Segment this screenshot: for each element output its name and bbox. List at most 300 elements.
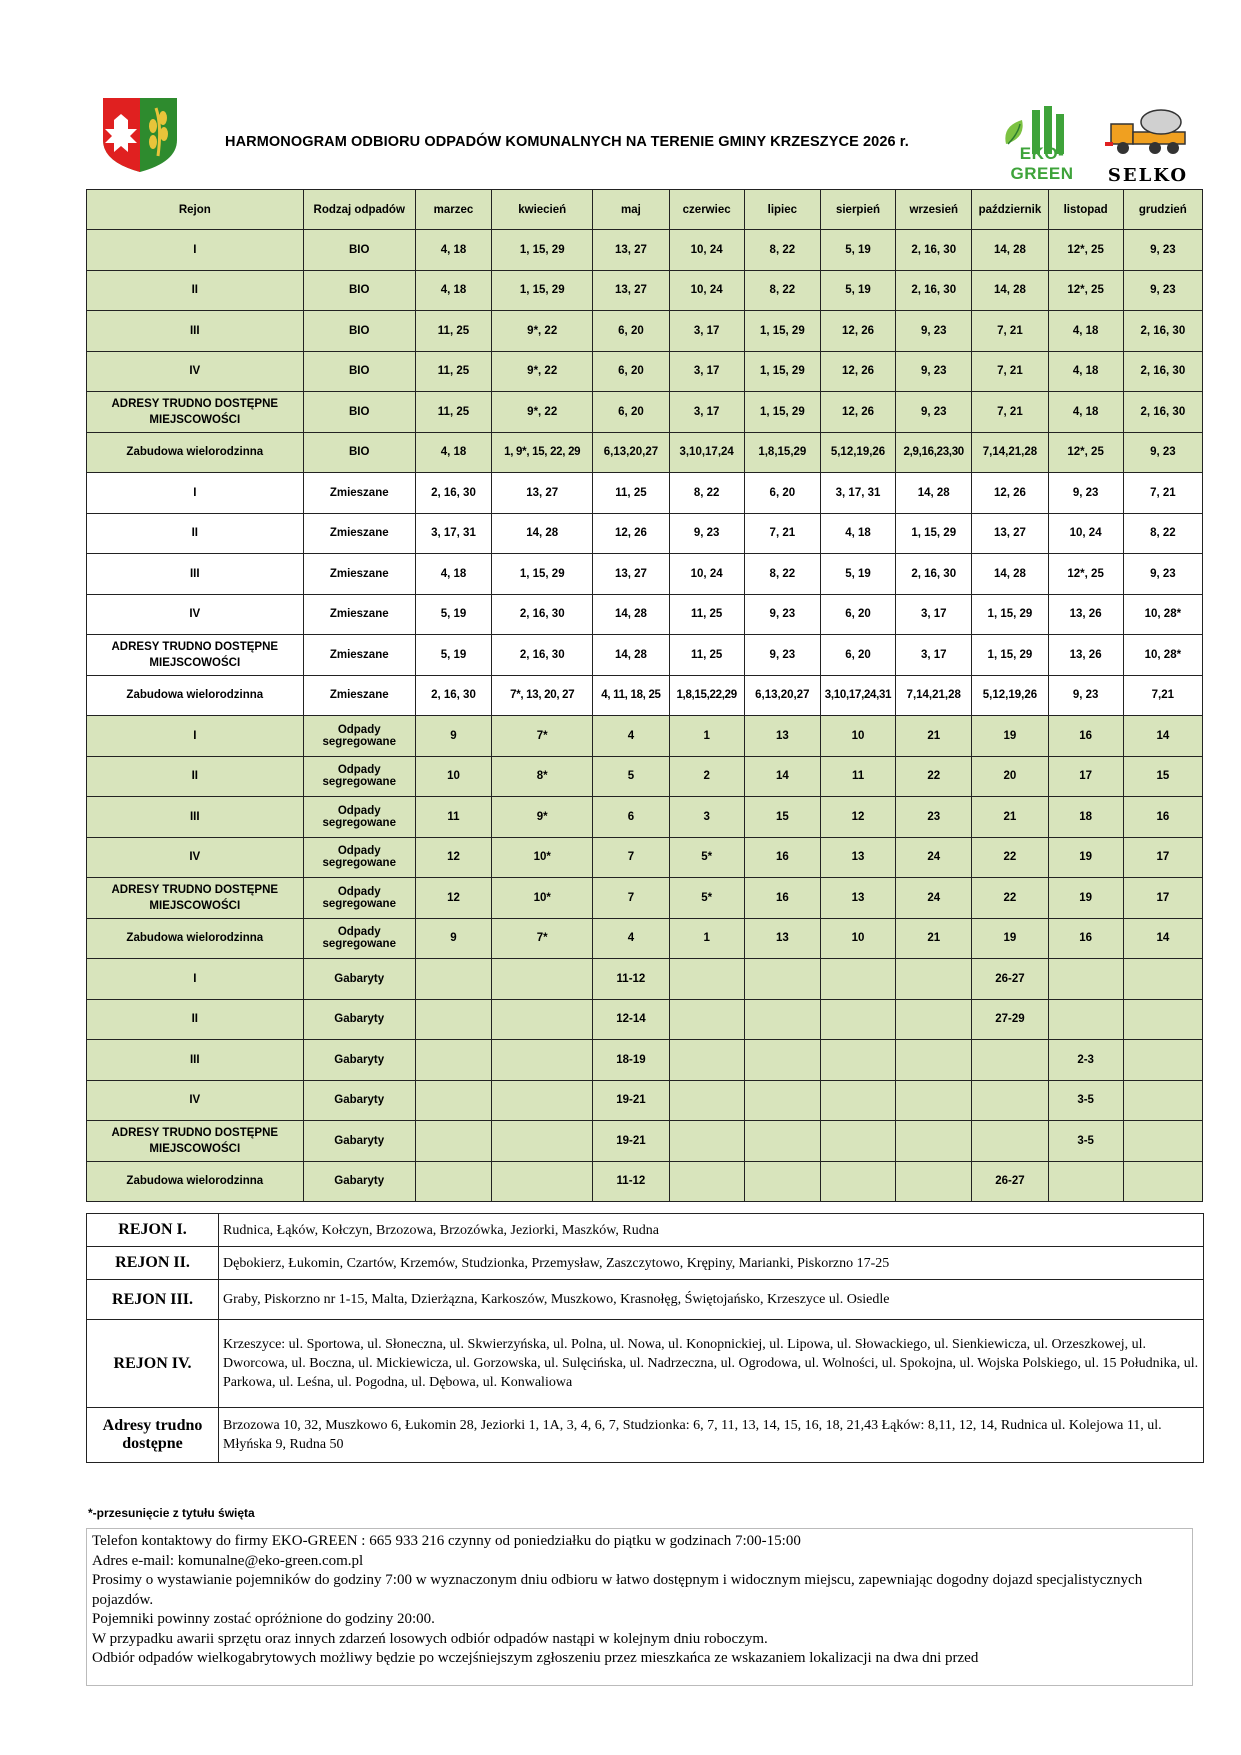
date-cell: 11, 25 [415, 311, 491, 352]
date-cell [1048, 1161, 1123, 1202]
date-cell: 1, 15, 29 [492, 554, 593, 595]
date-cell [415, 1161, 491, 1202]
date-cell [1048, 999, 1123, 1040]
info-line: W przypadku awarii sprzętu oraz innych zdarzeń losowych odbiór odpadów nastąpi w kolejnym dniu roboczym. [92, 1630, 768, 1647]
date-cell: 9, 23 [1123, 230, 1202, 271]
date-cell: 13, 27 [972, 513, 1048, 554]
date-cell [896, 959, 972, 1000]
table-row [87, 513, 1203, 554]
date-cell: 12-14 [593, 999, 669, 1040]
waste-type-cell: Gabaryty [303, 1040, 415, 1081]
date-cell: 1, 15, 29 [896, 513, 972, 554]
waste-type-cell: Zmieszane [303, 513, 415, 554]
date-cell: 13, 26 [1048, 594, 1123, 635]
table-row [87, 1121, 1203, 1162]
footnote: *-przesunięcie z tytułu święta [88, 1506, 255, 1520]
date-cell: 2,9,16,23,30 [896, 432, 972, 473]
table-row [87, 351, 1203, 392]
column-header: marzec [415, 190, 491, 230]
date-cell [820, 999, 895, 1040]
date-cell: 9, 23 [1048, 675, 1123, 716]
date-cell: 19 [1048, 837, 1123, 878]
date-cell: 10, 28* [1123, 635, 1202, 676]
table-row [87, 554, 1203, 595]
date-cell: 2, 16, 30 [896, 554, 972, 595]
date-cell [415, 999, 491, 1040]
date-cell: 26-27 [972, 959, 1048, 1000]
date-cell: 6 [593, 797, 669, 838]
date-cell: 5, 19 [415, 594, 491, 635]
date-cell: 7, 21 [972, 392, 1048, 433]
date-cell: 17 [1123, 878, 1202, 919]
date-cell: 7* [492, 918, 593, 959]
date-cell [744, 1040, 820, 1081]
region-row [87, 1280, 1204, 1320]
date-cell: 13, 27 [593, 554, 669, 595]
date-cell [744, 1161, 820, 1202]
date-cell: 3, 17 [669, 311, 744, 352]
date-cell: 13, 27 [492, 473, 593, 514]
date-cell: 1,8,15,29 [744, 432, 820, 473]
selko-logo [1103, 106, 1193, 186]
date-cell: 2, 16, 30 [896, 230, 972, 271]
date-cell: 7,21 [1123, 675, 1202, 716]
info-box [86, 1528, 1193, 1686]
date-cell: 3-5 [1048, 1080, 1123, 1121]
region-label: REJON I. [87, 1214, 219, 1247]
date-cell: 8, 22 [744, 270, 820, 311]
date-cell [1123, 959, 1202, 1000]
column-header: Rodzaj odpadów [303, 190, 415, 230]
waste-type-cell: Odpady segregowane [303, 918, 415, 959]
date-cell: 6, 20 [820, 594, 895, 635]
waste-type-cell: BIO [303, 311, 415, 352]
date-cell: 4, 18 [415, 230, 491, 271]
info-line: Odbiór odpadów wielkogabrytowych możliwy będzie po wczejśniejszym zgłoszeniu przez mieszkańca ze wskazaniem lokalizacji na dwa dni przed [92, 1650, 979, 1666]
date-cell: 16 [744, 837, 820, 878]
date-cell: 1 [669, 716, 744, 757]
date-cell: 21 [896, 716, 972, 757]
waste-type-cell: Gabaryty [303, 999, 415, 1040]
date-cell: 18 [1048, 797, 1123, 838]
date-cell: 4, 18 [1048, 351, 1123, 392]
table-header-row [87, 190, 1203, 230]
date-cell [820, 1121, 895, 1162]
date-cell [1048, 959, 1123, 1000]
date-cell: 10, 24 [669, 230, 744, 271]
date-cell [744, 1121, 820, 1162]
date-cell: 1, 15, 29 [972, 594, 1048, 635]
date-cell: 6, 20 [744, 473, 820, 514]
region-label: REJON IV. [87, 1320, 219, 1408]
date-cell [896, 1080, 972, 1121]
date-cell: 13 [820, 878, 895, 919]
date-cell [820, 1161, 895, 1202]
date-cell: 12, 26 [820, 311, 895, 352]
region-cell: II [87, 270, 304, 311]
date-cell: 9*, 22 [492, 311, 593, 352]
waste-type-cell: BIO [303, 432, 415, 473]
date-cell: 17 [1048, 756, 1123, 797]
date-cell: 14, 28 [972, 270, 1048, 311]
table-row [87, 1080, 1203, 1121]
waste-type-cell: Odpady segregowane [303, 878, 415, 919]
date-cell [1123, 999, 1202, 1040]
date-cell: 12, 26 [820, 351, 895, 392]
date-cell [896, 1040, 972, 1081]
date-cell: 1, 15, 29 [744, 351, 820, 392]
region-cell: ADRESY TRUDNO DOSTĘPNE MIEJSCOWOŚCI [87, 392, 304, 433]
date-cell [896, 1121, 972, 1162]
date-cell [744, 959, 820, 1000]
date-cell: 13, 26 [1048, 635, 1123, 676]
table-row [87, 392, 1203, 433]
info-line: Telefon kontaktowy do firmy EKO-GREEN : 665 933 216 czynny od poniedziałku do piątku w godzinach 7:00-15:00 [92, 1533, 801, 1549]
date-cell: 10* [492, 837, 593, 878]
date-cell: 4 [593, 716, 669, 757]
info-line: Adres e-mail: komunalne@eko-green.com.pl [92, 1552, 364, 1569]
date-cell: 2, 16, 30 [492, 594, 593, 635]
region-cell: I [87, 716, 304, 757]
schedule-table [86, 189, 1203, 1202]
date-cell: 2, 16, 30 [1123, 311, 1202, 352]
date-cell: 7,14,21,28 [972, 432, 1048, 473]
date-cell: 10 [820, 716, 895, 757]
date-cell: 3, 17, 31 [820, 473, 895, 514]
table-row [87, 999, 1203, 1040]
date-cell: 12*, 25 [1048, 554, 1123, 595]
column-header: wrzesień [896, 190, 972, 230]
table-row [87, 716, 1203, 757]
column-header: maj [593, 190, 669, 230]
waste-type-cell: Zmieszane [303, 675, 415, 716]
date-cell [669, 1080, 744, 1121]
waste-type-cell: Gabaryty [303, 1161, 415, 1202]
region-cell: ADRESY TRUDNO DOSTĘPNE MIEJSCOWOŚCI [87, 635, 304, 676]
date-cell [1123, 1161, 1202, 1202]
date-cell: 16 [744, 878, 820, 919]
region-label: REJON III. [87, 1280, 219, 1320]
date-cell: 8, 22 [744, 554, 820, 595]
date-cell: 2, 16, 30 [1123, 351, 1202, 392]
waste-type-cell: Zmieszane [303, 554, 415, 595]
region-label: Adresy trudno dostępne [87, 1408, 219, 1463]
region-row [87, 1247, 1204, 1280]
region-cell: II [87, 999, 304, 1040]
date-cell [415, 959, 491, 1000]
date-cell: 6, 20 [593, 351, 669, 392]
date-cell [972, 1080, 1048, 1121]
date-cell: 9, 23 [896, 311, 972, 352]
region-cell: I [87, 230, 304, 271]
date-cell: 14, 28 [593, 594, 669, 635]
date-cell: 9*, 22 [492, 392, 593, 433]
date-cell: 1 [669, 918, 744, 959]
date-cell: 4, 11, 18, 25 [593, 675, 669, 716]
waste-type-cell: Odpady segregowane [303, 797, 415, 838]
date-cell: 4, 18 [415, 432, 491, 473]
table-row [87, 311, 1203, 352]
date-cell: 5, 19 [820, 554, 895, 595]
date-cell: 14 [1123, 716, 1202, 757]
date-cell: 10, 24 [1048, 513, 1123, 554]
date-cell: 4, 18 [1048, 392, 1123, 433]
date-cell: 10* [492, 878, 593, 919]
region-cell: III [87, 1040, 304, 1081]
date-cell: 12, 26 [972, 473, 1048, 514]
date-cell: 12, 26 [593, 513, 669, 554]
region-row [87, 1214, 1204, 1247]
date-cell [1123, 1121, 1202, 1162]
table-row [87, 1040, 1203, 1081]
date-cell: 5 [593, 756, 669, 797]
date-cell: 9, 23 [669, 513, 744, 554]
date-cell: 2, 16, 30 [415, 675, 491, 716]
date-cell: 9* [492, 797, 593, 838]
date-cell: 13 [744, 918, 820, 959]
table-row [87, 432, 1203, 473]
region-row [87, 1408, 1204, 1463]
date-cell: 7, 21 [972, 351, 1048, 392]
table-row [87, 918, 1203, 959]
table-row [87, 837, 1203, 878]
region-localities: Dębokierz, Łukomin, Czartów, Krzemów, Studzionka, Przemysław, Zaszczytowo, Krępiny, Marianki, Piskorzno 17-25 [219, 1247, 1204, 1280]
region-row [87, 1320, 1204, 1408]
date-cell: 3,10,17,24 [669, 432, 744, 473]
region-cell: Zabudowa wielorodzinna [87, 432, 304, 473]
region-cell: ADRESY TRUDNO DOSTĘPNE MIEJSCOWOŚCI [87, 878, 304, 919]
eko-green-logo [996, 104, 1088, 184]
date-cell: 12*, 25 [1048, 432, 1123, 473]
page-title: HARMONOGRAM ODBIORU ODPADÓW KOMUNALNYCH NA TERENIE GMINY KRZESZYCE 2026 r. [225, 134, 909, 150]
waste-type-cell: BIO [303, 351, 415, 392]
date-cell: 8* [492, 756, 593, 797]
date-cell: 4, 18 [415, 554, 491, 595]
date-cell: 5, 19 [415, 635, 491, 676]
date-cell: 5, 19 [820, 230, 895, 271]
date-cell: 1, 9*, 15, 22, 29 [492, 432, 593, 473]
date-cell [492, 1121, 593, 1162]
date-cell: 10 [415, 756, 491, 797]
date-cell: 11, 25 [669, 635, 744, 676]
page-header [0, 0, 1241, 190]
date-cell: 7, 21 [744, 513, 820, 554]
date-cell: 15 [1123, 756, 1202, 797]
date-cell: 7, 21 [1123, 473, 1202, 514]
region-cell: ADRESY TRUDNO DOSTĘPNE MIEJSCOWOŚCI [87, 1121, 304, 1162]
waste-type-cell: Gabaryty [303, 1121, 415, 1162]
truck-icon [1103, 106, 1193, 158]
date-cell: 6, 20 [593, 311, 669, 352]
date-cell: 3, 17 [896, 635, 972, 676]
date-cell: 1, 15, 29 [492, 230, 593, 271]
waste-type-cell: Zmieszane [303, 594, 415, 635]
date-cell [972, 1121, 1048, 1162]
region-cell: I [87, 473, 304, 514]
date-cell: 12*, 25 [1048, 270, 1123, 311]
date-cell: 9, 23 [744, 635, 820, 676]
date-cell [492, 1161, 593, 1202]
date-cell [415, 1040, 491, 1081]
date-cell: 1, 15, 29 [492, 270, 593, 311]
date-cell: 7* [492, 716, 593, 757]
date-cell: 15 [744, 797, 820, 838]
column-header: październik [972, 190, 1048, 230]
date-cell: 2, 16, 30 [896, 270, 972, 311]
date-cell: 6, 20 [820, 635, 895, 676]
date-cell: 7, 21 [972, 311, 1048, 352]
table-row [87, 270, 1203, 311]
table-row [87, 635, 1203, 676]
date-cell [744, 1080, 820, 1121]
date-cell: 21 [896, 918, 972, 959]
date-cell [1123, 1040, 1202, 1081]
region-cell: I [87, 959, 304, 1000]
date-cell [972, 1040, 1048, 1081]
date-cell: 16 [1048, 716, 1123, 757]
region-cell: III [87, 311, 304, 352]
date-cell: 9*, 22 [492, 351, 593, 392]
date-cell: 12*, 25 [1048, 230, 1123, 271]
table-row [87, 594, 1203, 635]
date-cell: 14 [744, 756, 820, 797]
column-header: sierpień [820, 190, 895, 230]
date-cell: 2, 16, 30 [1123, 392, 1202, 433]
date-cell: 16 [1048, 918, 1123, 959]
date-cell [492, 959, 593, 1000]
date-cell: 9, 23 [1048, 473, 1123, 514]
date-cell: 19-21 [593, 1121, 669, 1162]
date-cell: 14, 28 [972, 230, 1048, 271]
date-cell: 11-12 [593, 1161, 669, 1202]
date-cell: 14 [1123, 918, 1202, 959]
region-cell: Zabudowa wielorodzinna [87, 675, 304, 716]
date-cell [669, 1040, 744, 1081]
column-header: listopad [1048, 190, 1123, 230]
date-cell: 3, 17, 31 [415, 513, 491, 554]
waste-type-cell: Zmieszane [303, 635, 415, 676]
date-cell [669, 1161, 744, 1202]
date-cell: 12, 26 [820, 392, 895, 433]
date-cell: 10 [820, 918, 895, 959]
column-header: grudzień [1123, 190, 1202, 230]
date-cell: 7 [593, 837, 669, 878]
date-cell: 12 [415, 837, 491, 878]
date-cell: 13, 27 [593, 270, 669, 311]
region-localities: Graby, Piskorzno nr 1-15, Malta, Dzierżązna, Karkoszów, Muszkowo, Krasnołęg, Świętojańsko, Krzeszyce ul. Osiedle [219, 1280, 1204, 1320]
region-cell: Zabudowa wielorodzinna [87, 918, 304, 959]
date-cell [820, 1040, 895, 1081]
date-cell: 18-19 [593, 1040, 669, 1081]
date-cell: 11-12 [593, 959, 669, 1000]
info-line: Pojemniki powinny zostać opróżnione do godziny 20:00. [92, 1611, 435, 1627]
date-cell [492, 1080, 593, 1121]
date-cell: 4 [593, 918, 669, 959]
date-cell [415, 1080, 491, 1121]
date-cell: 9, 23 [1123, 432, 1202, 473]
date-cell [492, 999, 593, 1040]
waste-type-cell: Gabaryty [303, 959, 415, 1000]
date-cell: 10, 24 [669, 270, 744, 311]
date-cell: 1, 15, 29 [744, 311, 820, 352]
date-cell: 23 [896, 797, 972, 838]
date-cell: 2, 16, 30 [492, 635, 593, 676]
date-cell: 14, 28 [492, 513, 593, 554]
table-row [87, 1161, 1203, 1202]
waste-type-cell: BIO [303, 270, 415, 311]
table-row [87, 797, 1203, 838]
date-cell: 8, 22 [1123, 513, 1202, 554]
date-cell: 3-5 [1048, 1121, 1123, 1162]
date-cell: 5* [669, 878, 744, 919]
date-cell: 26-27 [972, 1161, 1048, 1202]
date-cell: 1, 15, 29 [744, 392, 820, 433]
date-cell: 27-29 [972, 999, 1048, 1040]
waste-type-cell: Odpady segregowane [303, 756, 415, 797]
table-row [87, 675, 1203, 716]
waste-type-cell: Odpady segregowane [303, 716, 415, 757]
date-cell: 14, 28 [896, 473, 972, 514]
table-row [87, 230, 1203, 271]
region-label: REJON II. [87, 1247, 219, 1280]
coat-of-arms-logo [100, 96, 180, 173]
date-cell: 24 [896, 878, 972, 919]
date-cell: 7,14,21,28 [896, 675, 972, 716]
date-cell [492, 1040, 593, 1081]
waste-type-cell: Zmieszane [303, 473, 415, 514]
date-cell: 7 [593, 878, 669, 919]
date-cell: 2 [669, 756, 744, 797]
table-row [87, 473, 1203, 514]
date-cell: 6,13,20,27 [744, 675, 820, 716]
date-cell: 10, 28* [1123, 594, 1202, 635]
date-cell [896, 1161, 972, 1202]
date-cell: 5,12,19,26 [820, 432, 895, 473]
table-row [87, 756, 1203, 797]
waste-type-cell: Gabaryty [303, 1080, 415, 1121]
date-cell: 9, 23 [1123, 270, 1202, 311]
region-localities: Rudnica, Łąków, Kołczyn, Brzozowa, Brzozówka, Jeziorki, Maszków, Rudna [219, 1214, 1204, 1247]
date-cell: 6,13,20,27 [593, 432, 669, 473]
waste-type-cell: Odpady segregowane [303, 837, 415, 878]
column-header: Rejon [87, 190, 304, 230]
date-cell: 2, 16, 30 [415, 473, 491, 514]
date-cell: 19 [1048, 878, 1123, 919]
date-cell: 9 [415, 716, 491, 757]
date-cell: 2-3 [1048, 1040, 1123, 1081]
date-cell: 13 [744, 716, 820, 757]
date-cell: 8, 22 [669, 473, 744, 514]
region-cell: II [87, 513, 304, 554]
date-cell: 19 [972, 716, 1048, 757]
date-cell: 20 [972, 756, 1048, 797]
date-cell: 3,10,17,24,31 [820, 675, 895, 716]
date-cell: 13 [820, 837, 895, 878]
region-cell: II [87, 756, 304, 797]
date-cell: 5,12,19,26 [972, 675, 1048, 716]
date-cell: 13, 27 [593, 230, 669, 271]
date-cell [669, 959, 744, 1000]
date-cell: 11, 25 [669, 594, 744, 635]
date-cell: 5* [669, 837, 744, 878]
date-cell: 4, 18 [415, 270, 491, 311]
info-line: Prosimy o wystawianie pojemników do godziny 7:00 w wyznaczonym dniu odbioru w łatwo dostępnym i widocznym miejscu, zapewniając dogodny dojazd specjalistycznych pojazdów. [92, 1572, 1143, 1608]
region-cell: III [87, 797, 304, 838]
selko-text: SELKO [1107, 165, 1189, 186]
date-cell: 11 [415, 797, 491, 838]
date-cell [669, 999, 744, 1040]
regions-table [86, 1213, 1204, 1463]
